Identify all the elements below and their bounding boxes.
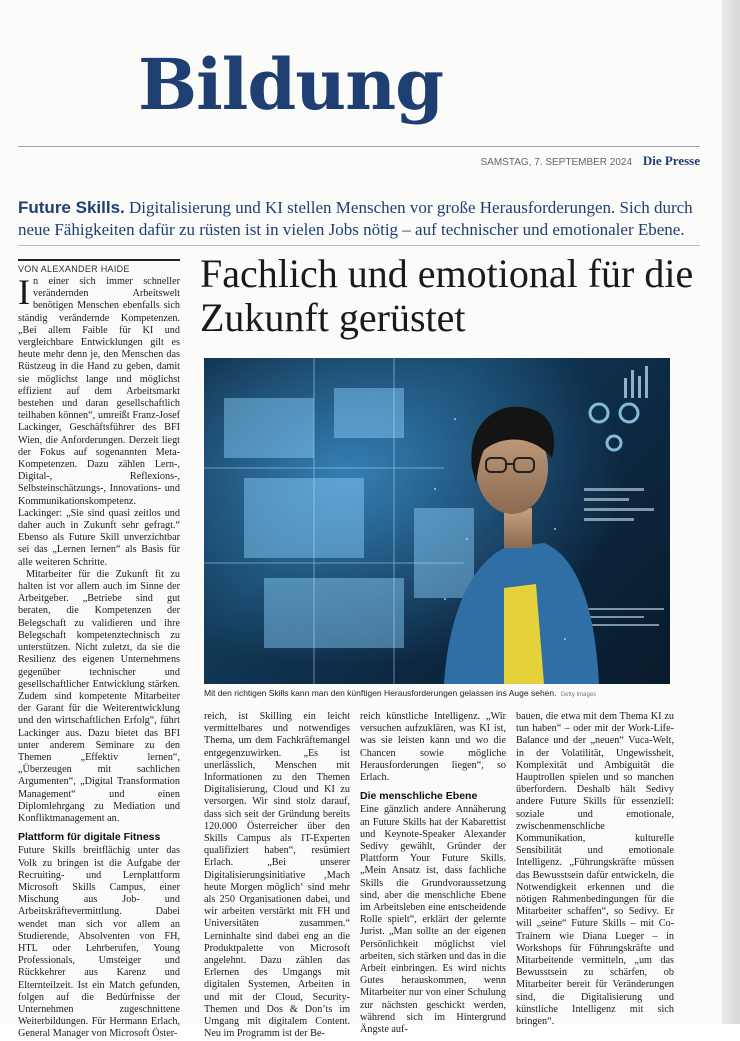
- section-title: Bildung: [138, 43, 444, 126]
- paragraph: reich künstliche Intelligenz. „Wir versuchen aufzuklären, was KI ist, was sie leisten kann und wo die Chancen sowie mögliche Herausforderungen liegen“, so Erlach.: [360, 711, 506, 784]
- byline: VON ALEXANDER HAIDE: [18, 259, 180, 274]
- lead-kicker: Future Skills.: [18, 198, 125, 217]
- paragraph: In einer sich immer schneller verändernden Arbeitswelt benötigen Menschen ebenfalls sich ständig verändernde Kompetenzen. „Bei allem Faible für KI und vergleichbare Entwicklungen gilt es heute mehr denn je, den Menschen das Rüstzeug in die Hand zu geben, damit sie möglichst lange und möglichst effizient auf dem Arbeitsmarkt bestehen und daran gesellschaftlich teilhaben können“, umreißt Franz-Josef Lackinger, Geschäftsführer des BFI Wien, die Anforderungen. Derzeit liegt der Fokus auf sogenannten Meta-Kompetenzen. Dazu zählen Lern-, Digital-, Reflexions-, Selbsteinschätzungs-, Innovations- und Kommunikationskompetenz. Lackinger: „Sie sind quasi zeitlos und daher auch in Zukunft sehr gefragt.“ Ebenso als Future Skill unverzichtbar sei das „Lernen lernen“ als Basis für alle weiteren Schritte.: [18, 272, 180, 568]
- photo-caption: [204, 688, 670, 698]
- article-column-2: [204, 711, 350, 1040]
- lead-text: Digitalisierung und KI stellen Menschen vor große Herausforderungen. Sich durch neue Fähigkeiten dafür zu rüsten ist in vielen Jobs nötig – auf technischer und emotionaler Ebene.: [18, 198, 693, 239]
- article-column-1: [18, 272, 180, 1041]
- article-column-4: [516, 711, 674, 1028]
- lead-paragraph: [18, 197, 698, 241]
- brand-logo: Die Presse: [642, 153, 700, 168]
- divider: [18, 245, 700, 246]
- caption-text: Mit den richtigen Skills kann man den künftigen Herausforderungen gelassen ins Auge sehen.: [204, 688, 557, 698]
- photo-credit: Getty Images: [560, 692, 597, 698]
- headline: Fachlich und emotional für die Zukunft gerüstet: [200, 251, 694, 340]
- subheading: Plattform für digitale Fitness: [18, 831, 161, 844]
- date-row: [18, 146, 700, 169]
- paragraph: bauen, die etwa mit dem Thema KI zu tun haben“ – oder mit der Work-Life-Balance und der „neuen“ Vuca-Welt, in der Volatilität, Ungewissheit, Komplexität und Ambiguität die Hauptrollen spielen und so manchen überfordern. Deshalb hält Sedivy andere Future Skills für essenziell: soziale und emotionale, zwischenmenschliche Kommunikation, kulturelle Sensibilität und emotionale Intelligenz. „Führungskräfte müssen das Bewusstsein dafür entwickeln, die Notwendigkeit erkennen und die nötigen Rahmenbedingungen für die Mitarbeiter schaffen“, so Sedivy. Er will „seine“ Future Skills – mit Co-Trainern wie Diana Lueger – in Workshops für Führungskräfte und Mitarbeitende vermitteln, „um das Bewusstsein zu schärfen, ob Mitarbeiter bereit für Veränderungen sind, die Digitalisierung und künstliche Intelligenz mit sich bringen“.: [516, 711, 674, 1028]
- subheading: Die menschliche Ebene: [360, 790, 478, 803]
- paragraph: Eine gänzlich andere Annäherung an Future Skills hat der Kabarettist und Keynote-Speaker Alexander Sedivy gewählt, Gründer der Plattform Your Future Skills. „Mein Ansatz ist, dass fachliche Skills die Grundvoraussetzung sind, aber die menschliche Ebene im Arbeitsleben eine entscheidende Rolle spielt“, erklärt der gelernte Jurist. „Man sollte an der eigenen Persönlichkeit möglichst viel arbeiten, sich stärken und das in die Arbeit einbringen. Es wird nichts Gutes herauskommen, wenn Mitarbeiter nur von einer Schulung zur nächsten geschickt werden, während sich im Hintergrund Ängste auf-: [360, 804, 506, 1036]
- photo-illustration: [204, 358, 670, 684]
- issue-date: SAMSTAG, 7. SEPTEMBER 2024: [480, 157, 633, 168]
- paragraph: reich, ist Skilling ein leicht vermittelbares und notwendiges Thema, um dem Fachkräftemangel entgegenzuwirken. „Es ist unerlässlich, Menschen mit Informationen zu den Themen Digitalisierung, Cloud und KI zu versorgen. Wir sind stolz darauf, dass sich seit der Gründung bereits 120.000 Österreicher über den Skills Campus als IT-Experten qualifiziert haben“, resümiert Erlach. „Bei unserer Digitalisierungsinitiative ‚Mach heute Morgen möglich‘ sind mehr als 250 Organisationen dabei, und wir arbeiten verstärkt mit FH und Universitäten zusammen.“ Lerninhalte sind dabei eng an die Produktpalette von Microsoft angelehnt. Dazu zählen das Erlernen des Umgangs mit digitalen Systemen, Arbeiten in und mit der Cloud, Security-Themen und Dos & Don’ts im Umgang mit digitalem Content. Neu im Programm ist der Be-: [204, 711, 350, 1040]
- page-edge: [722, 0, 740, 1024]
- article-column-3: [360, 711, 506, 1036]
- paragraph: Mitarbeiter für die Zukunft fit zu halten ist vor allem auch im Sinne der Arbeitgeber. „Betriebe sind gut beraten, die Kompetenzen der Belegschaft zu validieren und ihre Belegschaft kompetenztechnisch zu unterstützen. Nicht zuletzt, da sie die Resilienz des eigenen Unternehmens gegenüber technischer und gesellschaftlicher Entwicklung stärken. Zudem sind kompetente Mitarbeiter der Garant für die Weiterentwicklung und den wirtschaftlichen Erfolg“, führt Lackinger aus. Dazu bietet das BFI unter anderem Seminare zu den Themen „Effektiv lernen“, „Überzeugen mit sachlichen Argumenten“, „Digital Transformation Management“ und einen Diplomlehrgang zu Mediation und Konfliktmanagement an.: [18, 568, 180, 824]
- article-photo: [204, 358, 670, 684]
- paragraph: Future Skills breitflächig unter das Volk zu bringen ist die Aufgabe der Recruiting- und Lernplattform Microsoft Skills Campus, einer Mischung aus Job- und Arbeitskräftevermittlung. Dabei wendet man sich vor allem an Studierende, Absolventen von FH, HTL oder Lehrberufen, Young Professionals, Umsteiger und Rückkehrer aus Karenz und Elternteilzeit. Ist ein Match gefunden, folgen auf die Bedürfnisse der Unternehmen zugeschnittene Weiterbildungen. Für Hermann Erlach, General Manager von Microsoft Öster-: [18, 845, 180, 1040]
- drop-cap: I: [18, 272, 30, 312]
